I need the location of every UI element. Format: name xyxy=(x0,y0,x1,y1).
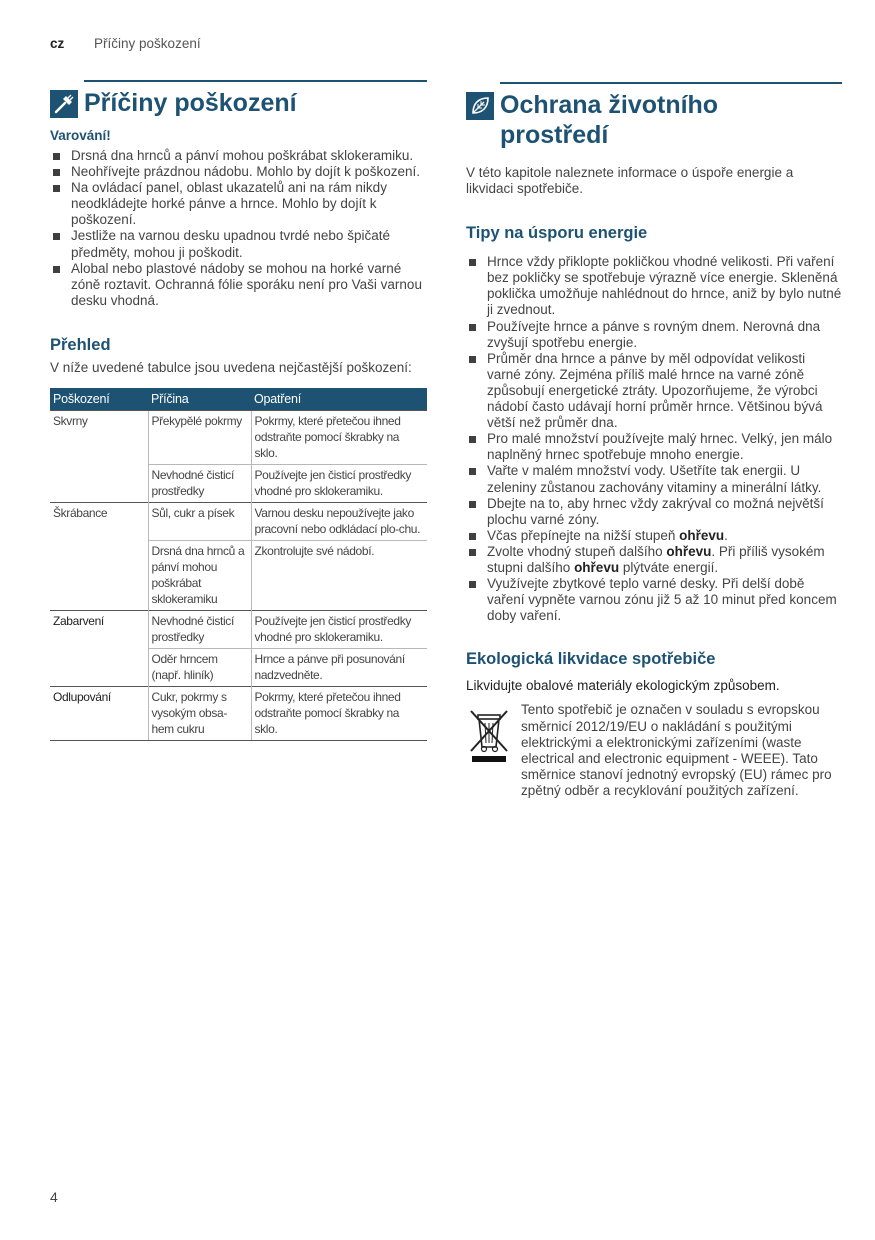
measure-cell: Pokrmy, které přetečou ihned odstraňte pomocí škrabky na sklo. xyxy=(251,410,427,464)
tips-heading: Tipy na úsporu energie xyxy=(466,224,648,243)
right-column xyxy=(466,82,842,799)
measure-cell: Pokrmy, které přetečou ihned odstraňte pomocí škrabky na sklo. xyxy=(251,686,427,740)
list-item: Na ovládací panel, oblast ukazatelů ani na rám nikdy neodkládejte horké pánve a hrnce. Mohlo by dojít k poškození. xyxy=(50,180,427,228)
table-row xyxy=(50,410,427,464)
cause-cell: Drsná dna hrnců a pánví mohou poškrábat sklokeramiku xyxy=(148,540,251,610)
header-title: Příčiny poškození xyxy=(94,36,201,51)
warning-label: Varování! xyxy=(50,128,111,143)
column-header: Poškození xyxy=(50,388,148,410)
column-header: Opatření xyxy=(251,388,427,410)
list-item: Neohřívejte prázdnou nádobu. Mohlo by dojít k poškození. xyxy=(50,164,427,180)
bold-term: ohřevu xyxy=(574,559,620,575)
eco-intro: Likvidujte obalové materiály ekologickým způsobem. xyxy=(466,678,780,694)
list-item: Používejte hrnce a pánve s rovným dnem. Nerovná dna zvyšují spotřebu energie. xyxy=(466,319,842,351)
section-heading xyxy=(466,90,842,150)
list-item: Průměr dna hrnce a pánve by měl odpovídat velikosti varné zóny. Zejména příliš malé hrnce na varné zóně způsobují energetické ztráty. Upozorňujeme, že výrobci nádobí často udávají horní průměr hrnce. Většinou bývá větší než průměr dna. xyxy=(466,351,842,431)
crossed-bin-icon xyxy=(466,702,518,799)
weee-text: Tento spotřebič je označen v souladu s evropskou směrnicí 2012/19/EU o nakládání s použitými elektrickými a elektronickými zařízeními (waste electrical and electronic equipment - WEEE). Tato směrnice stanoví jednotný evropský (EU) rámec pro zpětný odběr a recyklování použitých zařízení. xyxy=(521,702,832,798)
bold-term: ohřevu xyxy=(679,527,725,543)
damage-cell xyxy=(50,648,148,686)
left-column xyxy=(50,80,427,741)
damage-cell: Škrábance xyxy=(50,502,148,540)
tip-text: . Při příliš vysokém stupni dalšího xyxy=(487,543,825,575)
language-code: cz xyxy=(50,36,65,51)
tip-text: . xyxy=(724,527,728,543)
tool-icon xyxy=(50,90,78,118)
weee-block xyxy=(466,702,842,799)
measure-cell: Používejte jen čisticí prostředky vhodné pro sklokeramiku. xyxy=(251,610,427,648)
page-number: 4 xyxy=(50,1189,58,1205)
leaf-icon xyxy=(466,92,494,120)
damage-cell: Odlupování xyxy=(50,686,148,740)
section-heading xyxy=(50,88,427,118)
section-title: Ochrana životního prostředí xyxy=(500,91,719,149)
section-rule xyxy=(500,82,842,84)
page-header xyxy=(50,36,201,51)
warning-list xyxy=(50,148,427,309)
list-item: Využívejte zbytkové teplo varné desky. Při delší době vaření vypněte varnou zónu již 5 až 10 minut před koncem doby vaření. xyxy=(466,576,842,624)
overview-heading: Přehled xyxy=(50,335,111,354)
tip-text: Zvolte vhodný stupeň dalšího xyxy=(487,543,667,559)
eco-heading: Ekologická likvidace spotřebiče xyxy=(466,650,716,669)
cause-cell: Sůl, cukr a písek xyxy=(148,502,251,540)
overview-text: V níže uvedené tabulce jsou uvedena nejčastější poškození: xyxy=(50,359,412,375)
measure-cell: Varnou desku nepoužívejte jako pracovní nebo odkládací plo-chu. xyxy=(251,502,427,540)
list-item: Drsná dna hrnců a pánví mohou poškrábat sklokeramiku. xyxy=(50,148,427,164)
table-row xyxy=(50,610,427,648)
table-row xyxy=(50,686,427,740)
tip-text: plýtváte energií. xyxy=(619,559,719,575)
cause-cell: Nevhodné čisticí prostředky xyxy=(148,610,251,648)
column-header: Příčina xyxy=(148,388,251,410)
cause-cell: Oděr hrncem (např. hliník) xyxy=(148,648,251,686)
measure-cell: Zkontrolujte své nádobí. xyxy=(251,540,427,610)
list-item xyxy=(466,544,842,576)
cause-cell: Cukr, pokrmy s vysokým obsa-hem cukru xyxy=(148,686,251,740)
section-title: Příčiny poškození xyxy=(84,89,297,117)
section-rule xyxy=(84,80,427,82)
list-item: Hrnce vždy přiklopte pokličkou vhodné velikosti. Při vaření bez pokličky se spotřebuje výrazně více energie. Skleněná poklička umožňuje nahlédnout do hrnce, aniž by bylo nutné ji zvednout. xyxy=(466,254,842,318)
damage-cell: Zabarvení xyxy=(50,610,148,648)
list-item: Jestliže na varnou desku upadnou tvrdé nebo špičaté předměty, mohou ji poškodit. xyxy=(50,228,427,260)
cause-cell: Nevhodné čisticí prostředky xyxy=(148,464,251,502)
table-header-row xyxy=(50,388,427,410)
measure-cell: Používejte jen čisticí prostředky vhodné pro sklokeramiku. xyxy=(251,464,427,502)
tip-text: Včas přepínejte na nižší stupeň xyxy=(487,527,680,543)
list-item xyxy=(466,528,842,544)
table-row xyxy=(50,540,427,610)
list-item: Vařte v malém množství vody. Ušetříte tak energii. U zeleniny zůstanou zachovány vitaminy a minerální látky. xyxy=(466,463,842,495)
bold-term: ohřevu xyxy=(666,543,712,559)
table-row xyxy=(50,648,427,686)
list-item: Dbejte na to, aby hrnec vždy zakrýval co možná největší plochu varné zóny. xyxy=(466,496,842,528)
damage-cell: Skvrny xyxy=(50,410,148,464)
table-row xyxy=(50,502,427,540)
damage-cell xyxy=(50,464,148,502)
cause-cell: Překypělé pokrmy xyxy=(148,410,251,464)
measure-cell: Hrnce a pánve při posunování nadzvedněte. xyxy=(251,648,427,686)
list-item: Pro malé množství používejte malý hrnec. Velký, jen málo naplněný hrnec spotřebuje mnoho energie. xyxy=(466,431,842,463)
damage-cell xyxy=(50,540,148,610)
tips-list xyxy=(466,254,842,624)
list-item: Alobal nebo plastové nádoby se mohou na horké varné zóně roztavit. Ochranná fólie sporáku není pro Vaši varnou desku vhodná. xyxy=(50,261,427,309)
intro-text: V této kapitole naleznete informace o úspoře energie a likvidaci spotřebiče. xyxy=(466,165,794,197)
damage-table xyxy=(50,388,427,741)
table-row xyxy=(50,464,427,502)
